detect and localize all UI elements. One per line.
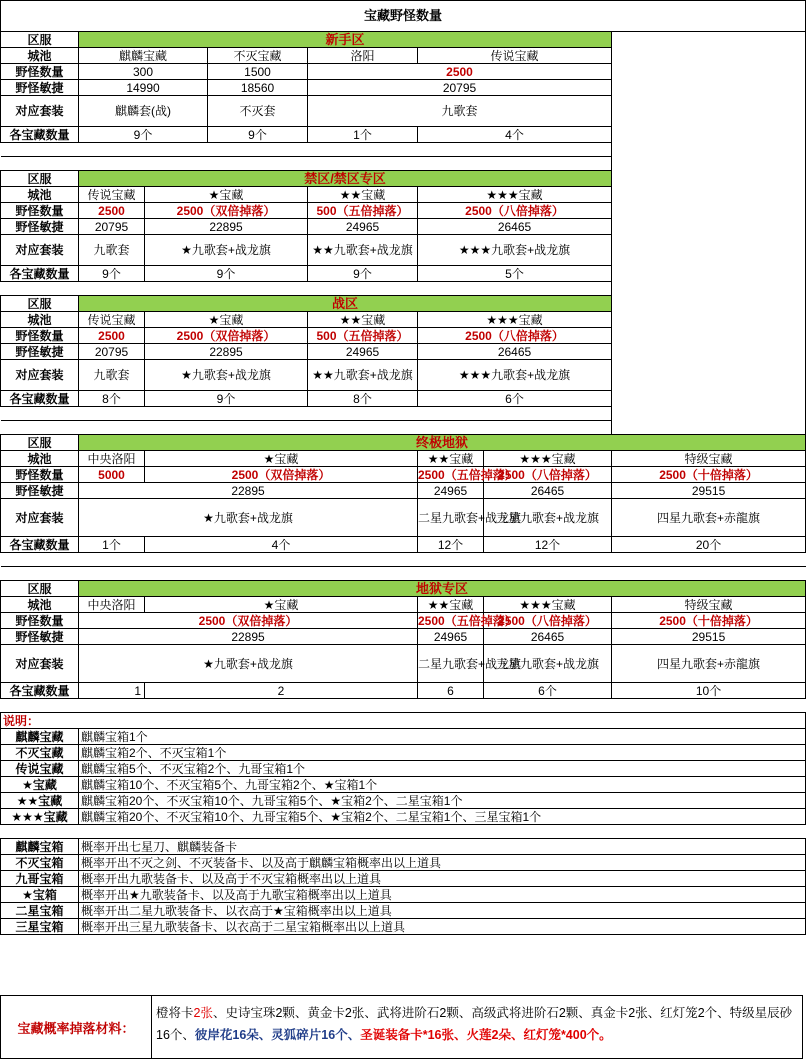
drop-part: 橙将卡	[156, 1006, 194, 1020]
treasure-cell: 6个	[418, 391, 612, 407]
label-treasure: 各宝藏数量	[1, 127, 79, 143]
page-title: 宝藏野怪数量	[1, 1, 806, 32]
count-cell: 2500（八倍掉落）	[418, 203, 612, 219]
count-cell: 2500（双倍掉落）	[145, 467, 418, 483]
agility-cell: 29515	[612, 629, 806, 645]
treasure-cell: 9个	[308, 266, 418, 282]
label-count: 野怪数量	[1, 64, 79, 80]
treasure-cell: 4个	[418, 127, 612, 143]
count-cell: 2500	[308, 64, 612, 80]
drop-part: 、史诗宝珠2颗、黄金卡2张、武将进阶石2颗、高级武将进阶石2颗、真金卡2张、红灯笼2个、特级星辰砂16个、	[156, 1006, 793, 1042]
label-suit: 对应套装	[1, 360, 79, 391]
suit-cell: ★★九歌套+战龙旗	[308, 360, 418, 391]
treasure-cell: 1个	[79, 537, 145, 553]
agility-cell: 24965	[308, 344, 418, 360]
count-cell: 500（五倍掉落）	[308, 328, 418, 344]
box-value: 概率开出二星九歌装备卡、以衣高于★宝箱概率出以上道具	[79, 903, 806, 919]
agility-cell: 14990	[79, 80, 208, 96]
note-key: ★宝藏	[1, 777, 79, 793]
treasure-cell: 1个	[308, 127, 418, 143]
box-key: 不灭宝箱	[1, 855, 79, 871]
treasure-cell: 8个	[308, 391, 418, 407]
agility-cell: 22895	[79, 483, 418, 499]
treasure-cell: 10个	[612, 683, 806, 699]
section-name: 战区	[79, 296, 612, 312]
treasure-cell: 4个	[145, 537, 418, 553]
label-treasure: 各宝藏数量	[1, 537, 79, 553]
count-cell: 2500（双倍掉落）	[145, 328, 308, 344]
count-cell: 2500（八倍掉落）	[484, 613, 612, 629]
count-cell: 500（五倍掉落）	[308, 203, 418, 219]
city-cell: ★宝藏	[145, 597, 418, 613]
label-agility: 野怪敏捷	[1, 344, 79, 360]
agility-cell: 26465	[418, 219, 612, 235]
note-value: 麒麟宝箱20个、不灭宝箱10个、九哥宝箱5个、★宝箱2个、二星宝箱1个	[79, 793, 806, 809]
box-key: 麒麟宝箱	[1, 839, 79, 855]
label-count: 野怪数量	[1, 203, 79, 219]
agility-cell: 22895	[145, 219, 308, 235]
label-count: 野怪数量	[1, 328, 79, 344]
suit-cell: ★九歌套+战龙旗	[145, 360, 308, 391]
city-cell: ★★宝藏	[308, 312, 418, 328]
count-cell: 300	[79, 64, 208, 80]
count-cell: 2500	[79, 203, 145, 219]
box-key: ★宝箱	[1, 887, 79, 903]
city-cell: ★★★宝藏	[418, 187, 612, 203]
drop-part: 圣诞装备卡*16张、火莲2朵、红灯笼*400个。	[360, 1028, 612, 1042]
suit-cell: ★★九歌套+战龙旗	[308, 235, 418, 266]
box-value: 概率开出九歌装备卡、以及高于不灭宝箱概率出以上道具	[79, 871, 806, 887]
agility-cell: 22895	[145, 344, 308, 360]
label-region: 区服	[1, 171, 79, 187]
label-agility: 野怪敏捷	[1, 483, 79, 499]
city-cell: ★★宝藏	[308, 187, 418, 203]
suit-cell: ★九歌套+战龙旗	[79, 499, 418, 537]
note-value: 麒麟宝箱20个、不灭宝箱10个、九哥宝箱5个、★宝箱2个、二星宝箱1个、三星宝箱1个	[79, 809, 806, 825]
section-name: 新手区	[79, 32, 612, 48]
city-cell: 特级宝藏	[612, 597, 806, 613]
count-cell: 2500	[79, 328, 145, 344]
suit-cell: 三星九歌套+战龙旗	[484, 645, 612, 683]
city-cell: ★宝藏	[145, 312, 308, 328]
section-name: 禁区/禁区专区	[79, 171, 612, 187]
drop-part: 2张	[193, 1006, 213, 1020]
city-cell: ★★★宝藏	[418, 312, 612, 328]
note-key: 不灭宝藏	[1, 745, 79, 761]
label-agility: 野怪敏捷	[1, 629, 79, 645]
drop-part: 彼岸花16朵、灵狐碎片16个、	[194, 1028, 361, 1042]
suit-cell: 九歌套	[308, 96, 612, 127]
agility-cell: 26465	[484, 629, 612, 645]
city-cell: 特级宝藏	[612, 451, 806, 467]
city-cell: ★★宝藏	[418, 451, 484, 467]
agility-cell: 20795	[79, 219, 145, 235]
box-value: 概率开出不灭之剑、不灭装备卡、以及高于麒麟宝箱概率出以上道具	[79, 855, 806, 871]
label-city: 城池	[1, 312, 79, 328]
city-cell: 传说宝藏	[418, 48, 612, 64]
treasure-cell: 6	[418, 683, 484, 699]
drop-text	[156, 1002, 796, 1046]
city-cell: 中央洛阳	[79, 597, 145, 613]
suit-cell: 四星九歌套+赤龍旗	[612, 499, 806, 537]
suit-cell: 二星九歌套+战龙旗	[418, 645, 484, 683]
note-key: 麒麟宝藏	[1, 729, 79, 745]
treasure-cell: 5个	[418, 266, 612, 282]
agility-cell: 24965	[418, 483, 484, 499]
count-cell: 2500（双倍掉落）	[79, 613, 418, 629]
count-cell: 2500（八倍掉落）	[484, 467, 612, 483]
label-suit: 对应套装	[1, 645, 79, 683]
city-cell: ★宝藏	[145, 187, 308, 203]
city-cell: ★★宝藏	[418, 597, 484, 613]
treasure-cell: 9个	[145, 266, 308, 282]
treasure-cell: 12个	[418, 537, 484, 553]
label-city: 城池	[1, 187, 79, 203]
suit-cell: 二星九歌套+战龙旗	[418, 499, 484, 537]
count-cell: 2500（十倍掉落）	[612, 467, 806, 483]
city-cell: ★★★宝藏	[484, 597, 612, 613]
drop-label: 宝藏概率掉落材料：	[1, 996, 152, 1058]
city-cell: ★★★宝藏	[484, 451, 612, 467]
label-treasure: 各宝藏数量	[1, 683, 79, 699]
treasure-cell: 9个	[79, 127, 208, 143]
count-cell: 5000	[79, 467, 145, 483]
city-cell: 中央洛阳	[79, 451, 145, 467]
agility-cell: 20795	[79, 344, 145, 360]
label-city: 城池	[1, 597, 79, 613]
note-key: 传说宝藏	[1, 761, 79, 777]
label-count: 野怪数量	[1, 613, 79, 629]
box-value: 概率开出★九歌装备卡、以及高于九歌宝箱概率出以上道具	[79, 887, 806, 903]
city-cell: 不灭宝藏	[208, 48, 308, 64]
suit-cell: ★九歌套+战龙旗	[79, 645, 418, 683]
suit-cell: 麒麟套(战)	[79, 96, 208, 127]
notes-heading: 说明：	[1, 713, 806, 729]
treasure-cell: 9个	[208, 127, 308, 143]
label-suit: 对应套装	[1, 499, 79, 537]
suit-cell: 不灭套	[208, 96, 308, 127]
label-count: 野怪数量	[1, 467, 79, 483]
agility-cell: 29515	[612, 483, 806, 499]
city-cell: 洛阳	[308, 48, 418, 64]
treasure-cell: 20个	[612, 537, 806, 553]
agility-cell: 24965	[418, 629, 484, 645]
note-key: ★★宝藏	[1, 793, 79, 809]
count-cell: 2500（双倍掉落）	[145, 203, 308, 219]
label-region: 区服	[1, 435, 79, 451]
suit-cell: 三星九歌套+战龙旗	[484, 499, 612, 537]
suit-cell: ★★★九歌套+战龙旗	[418, 235, 612, 266]
label-suit: 对应套装	[1, 96, 79, 127]
note-value: 麒麟宝箱1个	[79, 729, 806, 745]
city-cell: ★宝藏	[145, 451, 418, 467]
agility-cell: 18560	[208, 80, 308, 96]
count-cell: 2500（五倍掉落）	[418, 467, 517, 482]
count-cell: 1500	[208, 64, 308, 80]
treasure-cell: 2	[145, 683, 418, 699]
label-region: 区服	[1, 581, 79, 597]
treasure-cell: 9个	[145, 391, 308, 407]
note-key: ★★★宝藏	[1, 809, 79, 825]
count-cell: 2500（五倍掉落）	[418, 613, 517, 628]
count-cell: 2500（十倍掉落）	[612, 613, 806, 629]
treasure-cell: 12个	[484, 537, 612, 553]
box-key: 九哥宝箱	[1, 871, 79, 887]
box-key: 二星宝箱	[1, 903, 79, 919]
label-city: 城池	[1, 451, 79, 467]
note-value: 麒麟宝箱10个、不灭宝箱5个、九哥宝箱2个、★宝箱1个	[79, 777, 806, 793]
note-value: 麒麟宝箱2个、不灭宝箱1个	[79, 745, 806, 761]
label-region: 区服	[1, 296, 79, 312]
label-suit: 对应套装	[1, 235, 79, 266]
note-value: 麒麟宝箱5个、不灭宝箱2个、九哥宝箱1个	[79, 761, 806, 777]
treasure-cell: 9个	[79, 266, 145, 282]
suit-cell: 四星九歌套+赤龍旗	[612, 645, 806, 683]
city-cell: 传说宝藏	[79, 312, 145, 328]
label-region: 区服	[1, 32, 79, 48]
section-name: 地狱专区	[79, 581, 806, 597]
treasure-cell: 1	[79, 683, 145, 699]
suit-cell: ★九歌套+战龙旗	[145, 235, 308, 266]
label-city: 城池	[1, 48, 79, 64]
agility-cell: 20795	[308, 80, 612, 96]
treasure-cell: 6个	[484, 683, 612, 699]
box-value: 概率开出三星九歌装备卡、以衣高于二星宝箱概率出以上道具	[79, 919, 806, 935]
count-cell: 2500（八倍掉落）	[418, 328, 612, 344]
agility-cell: 26465	[418, 344, 612, 360]
agility-cell: 26465	[484, 483, 612, 499]
suit-cell: ★★★九歌套+战龙旗	[418, 360, 612, 391]
section-name: 终极地狱	[79, 435, 806, 451]
label-agility: 野怪敏捷	[1, 80, 79, 96]
city-cell: 传说宝藏	[79, 187, 145, 203]
label-agility: 野怪敏捷	[1, 219, 79, 235]
box-key: 三星宝箱	[1, 919, 79, 935]
suit-cell: 九歌套	[79, 360, 145, 391]
label-treasure: 各宝藏数量	[1, 391, 79, 407]
city-cell: 麒麟宝藏	[79, 48, 208, 64]
label-treasure: 各宝藏数量	[1, 266, 79, 282]
drop-materials	[0, 995, 803, 1059]
agility-cell: 22895	[79, 629, 418, 645]
treasure-cell: 8个	[79, 391, 145, 407]
box-value: 概率开出七星刀、麒麟装备卡	[79, 839, 806, 855]
agility-cell: 24965	[308, 219, 418, 235]
suit-cell: 九歌套	[79, 235, 145, 266]
